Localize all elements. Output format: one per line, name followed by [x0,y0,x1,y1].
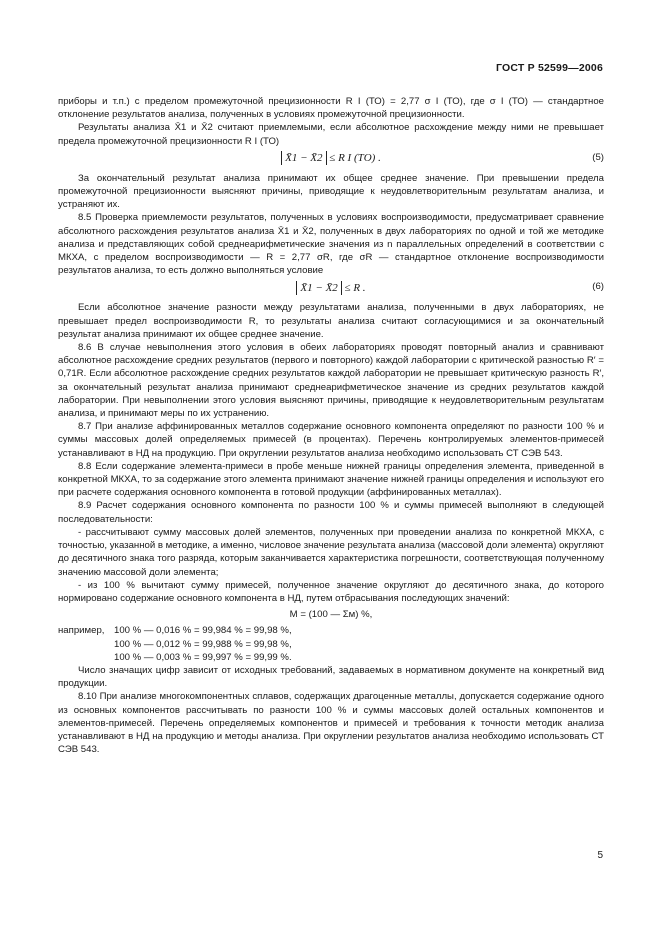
formula-6-number: (6) [592,281,604,293]
formula-6-abs-difference: X̄1 − X̄2 [296,281,341,295]
example-lead: например, [58,625,105,637]
formula-6 [58,279,604,296]
paragraph-8-8: 8.8 Если содержание элемента-примеси в пробе меньше нижней границы определения элемента, приведенной в конкретной МКХА, то за содержание этого элемента принимают значение нижней границы определения и используют его при расчете содержания основного компонента в готовой продукции (аффинированных металлах). [58,460,604,499]
formula-5-number: (5) [592,151,604,163]
paragraph-acceptance-condition: Результаты анализа X̄1 и X̄2 считают приемлемыми, если абсолютное расхождение между ними не превышает предела промежуточной прецизионности R I (ТО) [58,122,604,147]
document-code-header: ГОСТ Р 52599—2006 [495,62,603,74]
formula-5 [58,150,604,167]
paragraph-precision-definition: приборы и т.п.) с пределом промежуточной прецизионности R I (ТО) = 2,77 σ I (ТО), где σ I (ТО) — стандартное отклонение результатов анализа, полученных в условиях промежуточной прецизионности. [58,96,604,121]
paragraph-8-7: 8.7 При анализе аффинированных металлов содержание основного компонента определяют по разности 100 % и суммы массовых долей определяемых примесей (в процентах). Перечень контролируемых элементов-примесей устанавливают в НД на продукцию. При округлении результатов анализа необходимо использовать СТ СЭВ 543. [58,421,604,459]
example-line [58,651,604,664]
formula-main-component: M = (100 — Σм) %, [289,609,373,621]
paragraph-8-9: 8.9 Расчет содержания основного компонента по разности 100 % и суммы примесей выполняют в следующей последовательности: [58,500,604,525]
formula-6-limit: ≤ R . [344,281,366,294]
formula-5-abs-difference: X̄1 − X̄2 [281,151,326,165]
examples-block [58,624,604,664]
paragraph-step-subtract: - из 100 % вычитают сумму примесей, полученное значение округляют до десятичного знака, до которого нормировано содержание основного компонента в НД, путем отбрасывания последующих значений: [58,579,604,604]
paragraph-step-sum: - рассчитывают сумму массовых долей элементов, полученных при проведении анализа по конкретной МКХА, с точностью, указанной в методике, а именно, числовое значение результата анализа (массовой доли элемента) округляют до десятичного знака того разряда, которым заканчивается характеристика погрешности, соответствующая полученному значению массовой доли элемента; [58,526,604,578]
paragraph-reproducibility-result: Если абсолютное значение разности между результатами анализа, полученными в двух лабораториях, не превышает предел воспроизводимости R, то результаты анализа считают согласующимися и за окончательный результат анализа принимают их общее среднее значение. [58,302,604,340]
paragraph-8-10: 8.10 При анализе многокомпонентных сплавов, содержащих драгоценные металлы, допускается содержание одного из основных компонентов рассчитывать по разности 100 % и суммы массовых долей остальных компонентов и элементов-примесей. Перечень определяемых компонентов и примесей и требования к точности методик анализа устанавливают в НД на продукцию и методы анализа. При округлении результатов анализа необходимо использовать СТ СЭВ 543. [58,691,604,756]
example-line [58,624,604,637]
example-line-2: 100 % — 0,012 % = 99,988 % = 99,98 %, [114,638,292,650]
paragraph-8-6: 8.6 В случае невыполнения этого условия в обеих лабораториях проводят повторный анализ и сравнивают абсолютное расхождение средних результатов (первого и повторного) каждой лаборатории с критической разностью R′ = 0,71R. Если абсолютное расхождение средних результатов каждой лаборатории не превышает критическую разность R′, за окончательный результат анализа принимают среднеарифметическое значение из средних результатов каждой лаборатории. При невыполнении этого условия выясняют причины, приводящие к неудовлетворительным результатам анализа, и принимают меры по их устранению. [58,342,604,420]
paragraph-8-5: 8.5 Проверка приемлемости результатов, полученных в условиях воспроизводимости, предусматривает сравнение абсолютного расхождения результатов анализа X̄1 и X̄2, полученных в двух лабораториях по одной и той же методике анализа и представляющих собой среднеарифметические значения из n параллельных определений в соответствии с МКХА, с пределом воспроизводимости — R = 2,77 σR, где σR — стандартное отклонение воспроизводимости результатов анализа, то есть должно выполняться условие [58,212,604,277]
paragraph-significant-digits: Число значащих цифр зависит от исходных требований, задаваемых в нормативном документе на конкретный вид продукции. [58,664,604,690]
example-line-3: 100 % — 0,003 % = 99,997 % = 99,99 %. [114,651,292,663]
example-line [58,638,604,651]
formula-5-expression [281,151,381,165]
formula-6-expression [296,281,365,295]
document-body [58,95,604,756]
paragraph-final-result: За окончательный результат анализа принимают их общее среднее значение. При превышении предела промежуточной прецизионности выясняют причины, приводящие к неудовлетворительным результатам анализа, и устраняют их. [58,172,604,211]
formula-5-limit: ≤ R I (ТО) . [329,152,381,165]
example-line-1: 100 % — 0,016 % = 99,984 % = 99,98 %, [114,625,292,637]
page-number: 5 [597,850,603,861]
